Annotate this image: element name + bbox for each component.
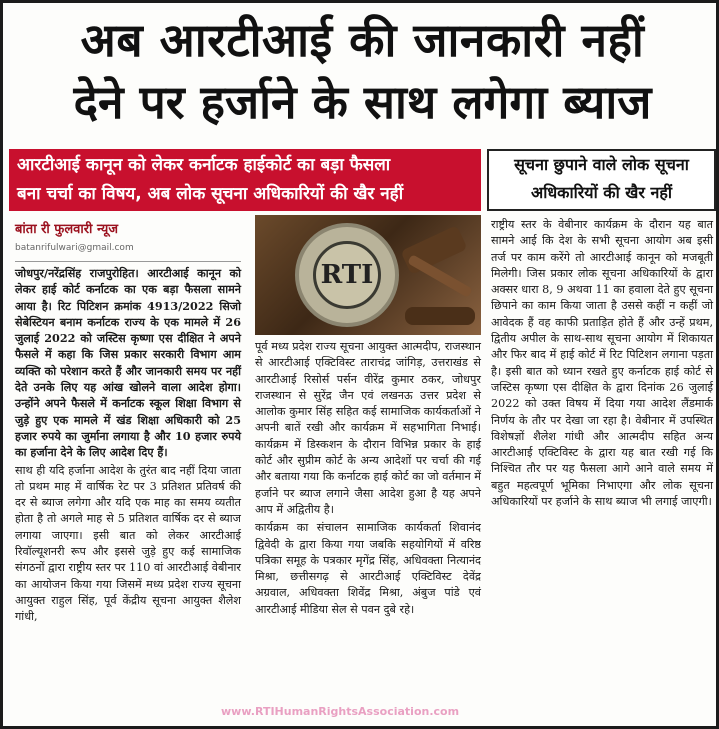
watermark-url: www.RTIHumanRightsAssociation.com xyxy=(221,705,460,718)
subheadline-line-1: आरटीआई कानून को लेकर कर्नाटक हाईकोर्ट का बड़ा फैसला xyxy=(17,155,391,175)
headline-line-2: देने पर हर्जाने के साथ लगेगा ब्याज xyxy=(73,75,652,129)
article-paragraph: कार्यक्रम का संचालन सामाजिक कार्यकर्ता शिवानंद द्विवेदी के द्वारा किया गया जबकि सहयोगियों में वरिष्ठ पत्रिका समूह के पत्रकार मृगेंद्र सिंह, अधिवक्ता नित्यानंद मिश्रा, छत्तीसगढ़ से आरटीआई एक्टिविस्ट देवेंद्र अग्रवाल, अधिवक्ता शिवेंद्र मिश्रा, अंबुज पांडे एवं आरटीआई मीडिया सेल से पवन दुबे रहे। xyxy=(255,521,481,616)
rti-gavel-photo xyxy=(255,215,481,335)
article-paragraph: पूर्व मध्य प्रदेश राज्य सूचना आयुक्त आत्मदीप, राजस्थान से आरटीआई एक्टिविस्ट ताराचंद्र जांगिड़, उत्तराखंड से आरटीआई रिसोर्स पर्सन वीरेंद्र कुमार ठकर, जोधपुर राजस्थान से सुरेंद्र जैन एवं लखनऊ उत्तर प्रदेश से आलोक कुमार सिंह सहित कई सामाजिक कार्यकर्ताओं ने अपनी बातें रखी और कार्यक्रम में सहभागिता निभाई। कार्यक्रम में डिस्कशन के दौरान विभिन्न प्रकार के हाई कोर्ट और सुप्रीम कोर्ट के अन्य आदेशों पर चर्चा की गई और बताया गया कि कर्नाटक हाई कोर्ट का जो वर्तमान में हर्जाने पर ब्याज लगाने जैसा आदेश हुआ है यह अपने आप में अद्वितीय है। xyxy=(255,340,481,516)
subheadline-banner xyxy=(9,149,481,211)
byline-source: बांता री फुलवारी न्यूज xyxy=(15,222,118,237)
headline xyxy=(9,9,716,133)
sidebar-title-line-2: अधिकारियों की खैर नहीं xyxy=(530,183,673,202)
article-paragraph: जोधपुर/नरेंद्रसिंह राजपुरोहित। आरटीआई कानून को लेकर हाई कोर्ट कर्नाटक का एक बड़ा फैसला सामने आया है। रिट पिटिशन क्रमांक 4913/2022 सिजो सेबेस्टियन बनाम कर्नाटक राज्य के एक मामले में 26 जुलाई 2022 को जस्टिस कृष्णा एस दीक्षित ने अपने फैसले में कहा कि जिस प्रकार सरकारी विभाग आम व्यक्ति को परेशान करते हैं और जानकारी समय पर नहीं देते उनके लिए यह आंख खोलने वाला आदेश होगा। उन्होंने अपने फैसले में कर्नाटक स्कूल शिक्षा विभाग से जुड़े हुए एक मामले में खंड शिक्षा अधिकारी को 25 हजार रुपये का जुर्माना लगाया है और 10 हजार रुपये का हर्जाना देने के लिए आदेश दिए हैं। xyxy=(15,266,241,460)
byline-divider xyxy=(15,261,241,262)
rti-stamp-text: RTI xyxy=(313,241,381,309)
subheadline-line-2: बना चर्चा का विषय, अब लोक सूचना अधिकारियों की खैर नहीं xyxy=(17,184,404,204)
article-paragraph: राष्ट्रीय स्तर के वेबीनार कार्यक्रम के दौरान यह बात सामने आई कि देश के सभी सूचना आयोग अब इसी तर्ज पर काम करेंगे तो आरटीआई कानून को मजबूती मिलेगी। जिस प्रकार लोक सूचना अधिकारियों के द्वारा अक्सर धारा 8, 9 अथवा 11 का हवाला देते हुए सूचना छिपाने का काम किया जाता है उससे कहीं न कहीं जो आवेदक हैं वह काफी प्रताड़ित होते हैं और उन्हें प्रथम, द्वितीय अपील के साथ-साथ सूचना आयोग में शिकायत और फिर बाद में हाई कोर्ट में रिट पिटिशन लगाना पड़ता है। इसी बात को ध्यान रखते हुए कर्नाटक हाई कोर्ट से जस्टिस कृष्णा एस दीक्षित के द्वारा दिनांक 26 जुलाई 2022 को उक्त विषय में दिया गया आदेश लैंडमार्क निर्णय के तौर पर देखा जा रहा है। वेबीनार में उपस्थित विशेषज्ञों शैलेश गांधी और आत्मदीप सहित अन्य आरटीआई एक्टिविस्ट के द्वारा यह बात रखी गई कि निश्चित तौर पर यह फैसला आगे आने वाले समय में बहुत महत्वपूर्ण भूमिका निभाएगा और लोक सूचना अधिकारियों पर हर्जाने के साथ ब्याज भी लगाई जाएगी। xyxy=(491,218,713,509)
article-column-3 xyxy=(491,217,713,512)
headline-line-1: अब आरटीआई की जानकारी नहीं xyxy=(80,13,645,67)
sidebar-title-line-1: सूचना छुपाने वाले लोक सूचना xyxy=(514,155,689,174)
article-column-2 xyxy=(255,339,481,620)
sidebar-box-title xyxy=(487,149,716,211)
rti-stamp-icon xyxy=(295,223,399,327)
byline-email: batanrifulwari@gmail.com xyxy=(15,243,134,253)
article-paragraph: साथ ही यदि हर्जाना आदेश के तुरंत बाद नहीं दिया जाता तो प्रथम माह में वार्षिक रेट पर 3 प्रतिशत प्रतिवर्ष की दर से ब्याज लगेगा और यदि एक माह का समय व्यतीत होता है तो अगले माह से 5 प्रतिशत वार्षिक दर से ब्याज लगाया जाएगा। इसी बात को लेकर आरटीआई रिवॉल्यूशनरी रूप और इससे जुड़े हुए कई सामाजिक संगठनों द्वारा राष्ट्रीय स्तर पर 110 वां आरटीआई वेबीनार का आयोजन किया गया जिसमें मध्य प्रदेश राज्य सूचना आयुक्त राहुल सिंह, पूर्व केंद्रीय सूचना आयुक्त शैलेश गांधी, xyxy=(15,463,241,624)
article-column-1 xyxy=(15,265,241,628)
gavel-base xyxy=(405,307,475,325)
